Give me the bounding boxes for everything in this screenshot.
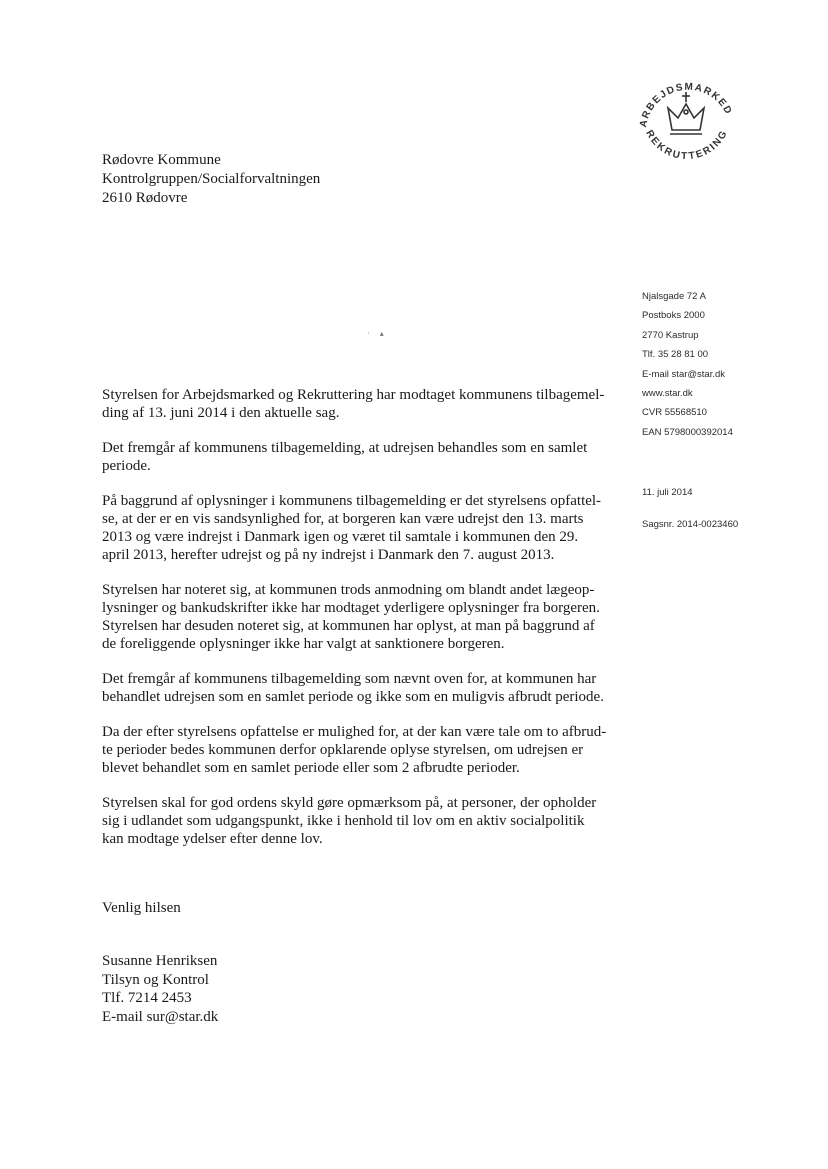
letter-body xyxy=(102,386,622,865)
paragraph-2 xyxy=(102,439,622,475)
sender-contact xyxy=(642,291,733,446)
paragraph-5 xyxy=(102,670,622,706)
contact-email: E-mail star@star.dk xyxy=(642,368,726,380)
text-line: blevet behandlet som en samlet periode eller som 2 afbrudte perioder. xyxy=(102,760,520,776)
text-line: de foreliggende oplysninger ikke har valgt at sanktionere borgeren. xyxy=(102,636,505,652)
contact-phone: Tlf. 35 28 81 00 xyxy=(642,349,709,361)
text-line: ding af 13. juni 2014 i den aktuelle sag. xyxy=(102,405,340,421)
text-line: kan modtage ydelser efter denne lov. xyxy=(102,831,323,847)
case-number: Sagsnr. 2014-0023460 xyxy=(642,519,739,530)
text-line: Det fremgår af kommunens tilbagemelding som nævnt oven for, at kommunen har xyxy=(102,671,597,687)
agency-logo xyxy=(624,58,748,182)
text-line: periode. xyxy=(102,458,151,474)
text-line: Styrelsen har noteret sig, at kommunen trods anmodning om blandt andet lægeop- xyxy=(102,582,595,598)
logo-bottom-text: REKRUTTERING xyxy=(643,127,731,163)
contact-cvr: CVR 55568510 xyxy=(642,407,707,419)
logo-top-text: ARBEJDSMARKED xyxy=(638,81,735,129)
contact-web: www.star.dk xyxy=(642,387,693,399)
scan-specks: · ▴ xyxy=(367,329,384,338)
crown-icon xyxy=(668,92,704,134)
recipient-address xyxy=(102,151,320,208)
contact-street: Njalsgade 72 A xyxy=(642,291,706,302)
paragraph-6 xyxy=(102,723,622,777)
text-line: Styrelsen har desuden noteret sig, at kommunen har oplyst, at man på baggrund af xyxy=(102,618,595,634)
text-line: te perioder bedes kommunen derfor opklarende oplyse styrelsen, om udrejsen er xyxy=(102,742,584,758)
text-line: behandlet udrejsen som en samlet periode og ikke som en muligvis afbrudt periode. xyxy=(102,689,604,705)
recipient-city: 2610 Rødovre xyxy=(102,190,188,206)
contact-pobox: Postboks 2000 xyxy=(642,310,705,322)
text-line: Det fremgår af kommunens tilbagemelding, at udrejsen behandles som en samlet xyxy=(102,440,588,456)
contact-postal: 2770 Kastrup xyxy=(642,329,699,341)
text-line: se, at der er en vis sandsynlighed for, at borgeren kan være udrejst den 13. marts xyxy=(102,511,584,527)
paragraph-3 xyxy=(102,492,622,564)
text-line: sig i udlandet som udgangspunkt, ikke i henhold til lov om en aktiv socialpolitik xyxy=(102,813,585,829)
text-line: april 2013, herefter udrejst og på ny indrejst i Danmark den 7. august 2013. xyxy=(102,547,555,563)
recipient-name: Rødovre Kommune xyxy=(102,152,221,168)
letter-date: 11. juli 2014 xyxy=(642,487,693,498)
text-line: Da der efter styrelsens opfattelse er mulighed for, at der kan være tale om to afbrud- xyxy=(102,724,607,740)
text-line: Styrelsen for Arbejdsmarked og Rekruttering har modtaget kommunens tilbagemel- xyxy=(102,387,605,403)
paragraph-4 xyxy=(102,581,622,653)
signature-block xyxy=(102,952,218,1026)
text-line: lysninger og bankudskrifter ikke har modtaget yderligere oplysninger fra borgeren. xyxy=(102,600,600,616)
signer-email: E-mail sur@star.dk xyxy=(102,1008,219,1025)
paragraph-1 xyxy=(102,386,622,422)
closing-salutation: Venlig hilsen xyxy=(102,900,181,916)
signer-title: Tilsyn og Kontrol xyxy=(102,971,209,988)
signer-phone: Tlf. 7214 2453 xyxy=(102,990,192,1006)
recipient-department: Kontrolgruppen/Socialforvaltningen xyxy=(102,171,321,187)
text-line: På baggrund af oplysninger i kommunens tilbagemelding er det styrelsens opfattel- xyxy=(102,493,602,509)
signer-name: Susanne Henriksen xyxy=(102,953,218,969)
text-line: 2013 og være indrejst i Danmark igen og været til samtale i kommunen den 29. xyxy=(102,529,579,545)
contact-ean: EAN 5798000392014 xyxy=(642,426,733,438)
paragraph-7 xyxy=(102,794,622,848)
text-line: Styrelsen skal for god ordens skyld gøre opmærksom på, at personer, der opholder xyxy=(102,795,597,811)
